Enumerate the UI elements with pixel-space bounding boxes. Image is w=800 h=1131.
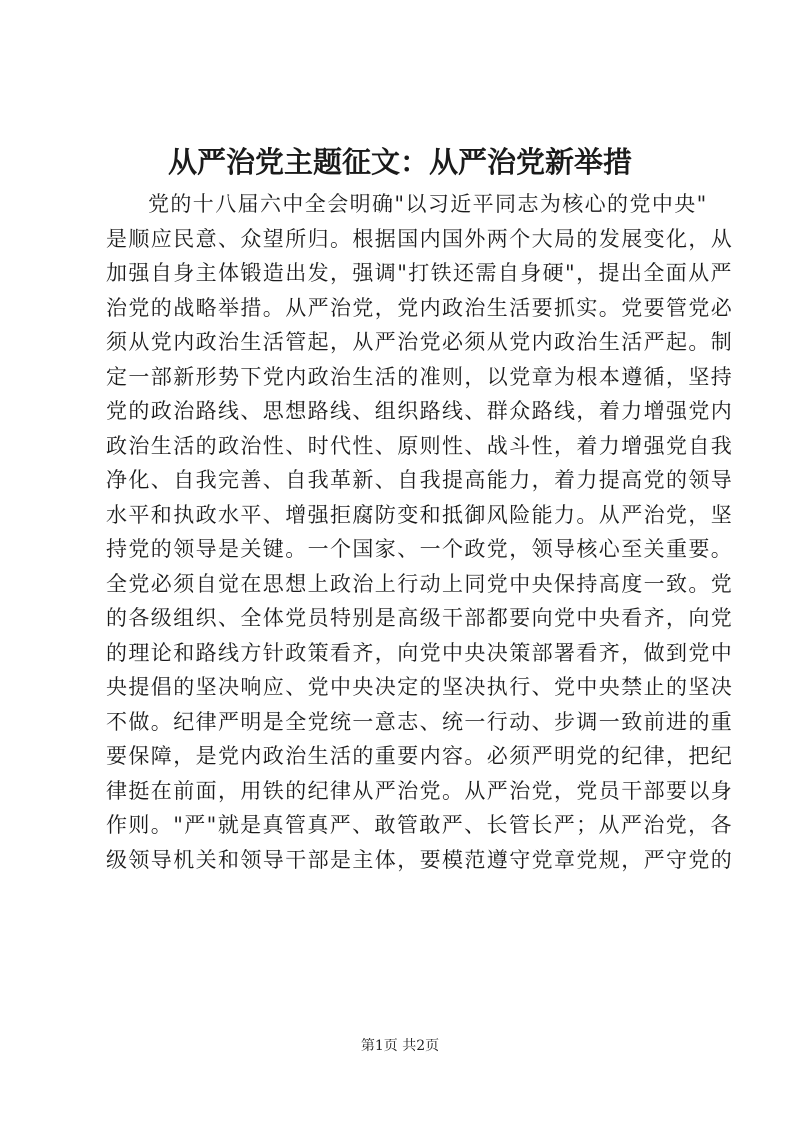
text-line: 党的十八届六中全会明确"以习近平同志为核心的党中央" [148,192,708,216]
document-title: 从严治党主题征文：从严治党新举措 [167,145,632,179]
text-line: 净化、自我完善、自我革新、自我提高能力，着力提高党的领导 [106,468,734,492]
text-line: 的理论和路线方针政策看齐，向党中央决策部署看齐，做到党中 [106,640,734,665]
text-line: 加强自身主体锻造出发，强调"打铁还需自身硬"，提出全面从严 [106,261,733,285]
text-line: 持党的领导是关键。一个国家、一个政党，领导核心至关重要。 [106,537,734,561]
page-footer: 第1页 共2页 [360,1038,440,1054]
text-line: 作则。"严"就是真管真严、敢管敢严、长管长严；从严治党，各 [106,813,733,837]
text-line: 水平和执政水平、增强拒腐防变和抵御风险能力。从严治党，坚 [106,502,734,527]
text-line: 的各级组织、全体党员特别是高级干部都要向党中央看齐，向党 [106,606,734,630]
text-line: 级领导机关和领导干部是主体，要模范遵守党章党规，严守党的 [106,847,734,872]
text-line: 央提倡的坚决响应、党中央决定的坚决执行、党中央禁止的坚决 [106,675,734,699]
text-line: 全党必须自觉在思想上政治上行动上同党中央保持高度一致。党 [106,571,734,596]
body-paragraph [106,187,734,877]
text-line: 律挺在前面，用铁的纪律从严治党。从严治党，党员干部要以身 [106,778,734,803]
text-line: 要保障，是党内政治生活的重要内容。必须严明党的纪律，把纪 [106,744,734,768]
text-line: 定一部新形势下党内政治生活的准则，以党章为根本遵循，坚持 [106,364,734,389]
text-line: 是顺应民意、众望所归。根据国内国外两个大局的发展变化，从 [106,226,734,251]
text-line: 党的政治路线、思想路线、组织路线、群众路线，着力增强党内 [106,399,734,423]
text-line: 治党的战略举措。从严治党，党内政治生活要抓实。党要管党必 [106,295,734,320]
text-line: 不做。纪律严明是全党统一意志、统一行动、步调一致前进的重 [106,709,734,734]
text-line: 政治生活的政治性、时代性、原则性、战斗性，着力增强党自我 [106,433,734,458]
text-line: 须从党内政治生活管起，从严治党必须从党内政治生活严起。制 [106,330,734,354]
